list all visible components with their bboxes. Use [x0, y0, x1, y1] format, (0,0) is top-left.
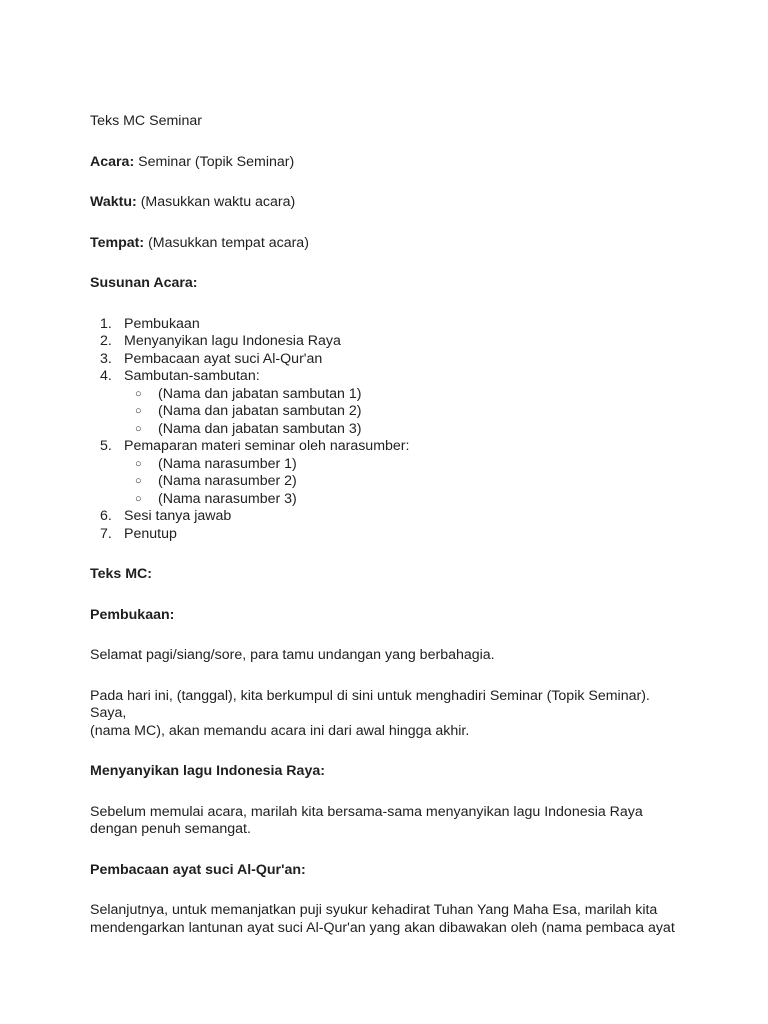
agenda-item-number: 5. [100, 438, 112, 454]
agenda-item-number: 4. [100, 368, 112, 384]
agenda-subitem [90, 473, 690, 491]
paragraph-line: dengan penuh semangat. [90, 821, 251, 837]
agenda-item-number: 1. [100, 315, 112, 332]
agenda-item [90, 508, 690, 526]
paragraph-line: Selanjutnya, untuk memanjatkan puji syukur kehadirat Tuhan Yang Maha Esa, marilah kita [90, 902, 658, 918]
field-acara [90, 154, 690, 172]
agenda-item-number: 6. [100, 508, 112, 524]
anthem-heading: Menyanyikan lagu Indonesia Raya: [90, 763, 325, 779]
agenda-subitem-text: (Nama dan jabatan sambutan 3) [158, 420, 362, 437]
field-value: (Masukkan waktu acara) [136, 194, 296, 210]
agenda-subitem-text: (Nama dan jabatan sambutan 1) [158, 385, 362, 402]
paragraph-line: Sebelum memulai acara, marilah kita bersama-sama menyanyikan lagu Indonesia Raya [90, 803, 643, 820]
agenda-item [90, 351, 690, 369]
field-value: Seminar (Topik Seminar) [134, 153, 295, 170]
field-value: (Masukkan tempat acara) [144, 234, 309, 251]
agenda-item [90, 333, 690, 351]
hollow-bullet-icon: ○ [135, 492, 142, 505]
quran-heading: Pembacaan ayat suci Al-Qur'an: [90, 861, 306, 878]
agenda-item-number: 3. [100, 350, 112, 367]
hollow-bullet-icon: ○ [135, 457, 142, 470]
document-body [90, 113, 690, 937]
hollow-bullet-icon: ○ [135, 475, 142, 487]
paragraph-line: mendengarkan lantunan ayat suci Al-Qur'an yang akan dibawakan oleh (nama pembaca ayat [90, 919, 675, 936]
agenda-item-text: Sesi tanya jawab [124, 508, 232, 524]
field-tempat [90, 235, 690, 253]
agenda-subitem-text: (Nama narasumber 3) [158, 490, 297, 507]
agenda-item-text: Pembukaan [124, 315, 200, 332]
agenda-subitem [90, 491, 690, 509]
agenda-item-number: 2. [100, 333, 112, 349]
agenda-item-text: Menyanyikan lagu Indonesia Raya [124, 333, 341, 349]
agenda-subitem-text: (Nama narasumber 2) [158, 473, 297, 489]
paragraph-line: (nama MC), akan memandu acara ini dari awal hingga akhir. [90, 722, 470, 739]
field-waktu [90, 194, 690, 212]
hollow-bullet-icon: ○ [135, 422, 142, 435]
field-label: Waktu: [90, 194, 137, 210]
agenda-subitem [90, 386, 690, 404]
opening-paragraph-1: Selamat pagi/siang/sore, para tamu undangan yang berbahagia. [90, 647, 495, 663]
agenda-item-text: Penutup [124, 525, 177, 542]
hollow-bullet-icon: ○ [135, 405, 142, 417]
agenda-item [90, 526, 690, 544]
quran-paragraph [90, 902, 690, 937]
agenda-item-text: Pemaparan materi seminar oleh narasumber: [124, 438, 410, 454]
agenda-list [90, 316, 690, 544]
agenda-item-number: 7. [100, 525, 112, 542]
agenda-item-text: Sambutan-sambutan: [124, 368, 260, 384]
agenda-item [90, 316, 690, 334]
opening-heading: Pembukaan: [90, 606, 175, 623]
agenda-subitem-text: (Nama narasumber 1) [158, 455, 297, 472]
agenda-item-text: Pembacaan ayat suci Al-Qur'an [124, 350, 323, 367]
agenda-heading: Susunan Acara: [90, 275, 198, 291]
agenda-subitem [90, 421, 690, 439]
hollow-bullet-icon: ○ [135, 387, 142, 400]
agenda-item [90, 368, 690, 386]
mc-heading: Teks MC: [90, 566, 153, 582]
paragraph-line: Pada hari ini, (tanggal), kita berkumpul di sini untuk menghadiri Seminar (Topik Seminar). Saya, [90, 687, 650, 721]
opening-paragraph-2 [90, 688, 690, 741]
agenda-item [90, 438, 690, 456]
agenda-subitem [90, 456, 690, 474]
document-title: Teks MC Seminar [90, 113, 202, 129]
agenda-subitem [90, 403, 690, 421]
agenda-subitem-text: (Nama dan jabatan sambutan 2) [158, 403, 362, 419]
anthem-paragraph [90, 804, 690, 839]
field-label: Tempat: [90, 234, 145, 251]
field-label: Acara: [90, 153, 135, 170]
